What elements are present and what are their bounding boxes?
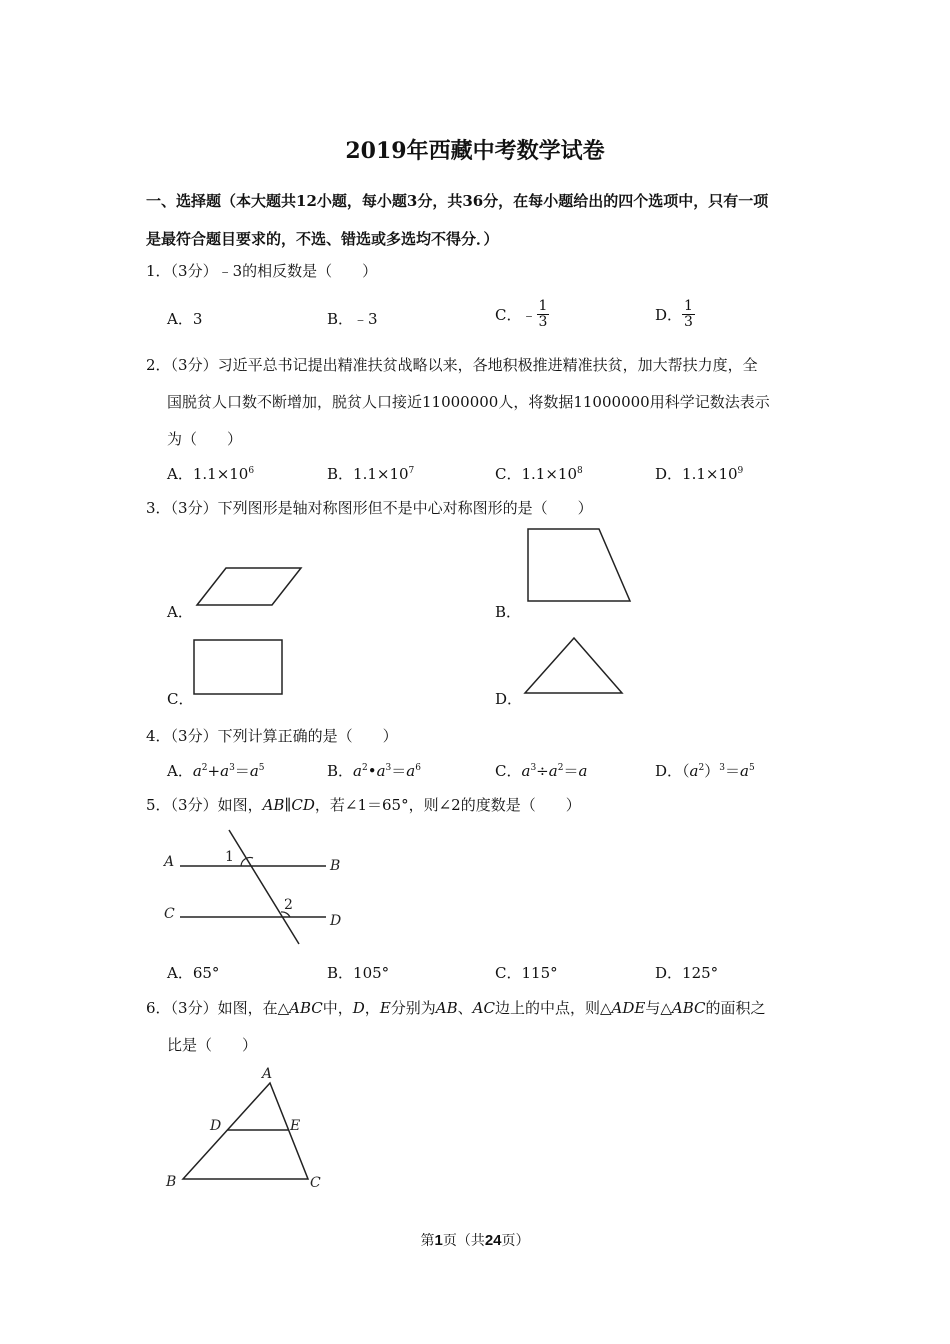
q2-stem-line1: 2．（3分）习近平总书记提出精准扶贫战略以来，各地积极推进精准扶贫，加大帮扶力度，全	[146, 356, 758, 374]
page-number: 1	[434, 1232, 443, 1249]
label-a: A	[164, 854, 175, 870]
q6-point-e: E	[379, 999, 391, 1017]
q4-stem: 4．（3分）下列计算正确的是（ ）	[146, 727, 398, 745]
q2-option-a-label: A．1.1×10	[167, 465, 249, 483]
fraction-denominator: 3	[684, 314, 693, 330]
q5-stem-suffix: ，若∠1＝65°，则∠2的度数是（ ）	[314, 796, 581, 814]
q3-option-c: C．	[167, 690, 194, 708]
q1-option-d-label: D．	[655, 306, 683, 324]
q5-option-c: C．115°	[495, 964, 558, 982]
label-e: E	[290, 1118, 301, 1134]
q4-option-d-label: D．	[655, 762, 683, 780]
q4-option-a: A．$a^2+a^3=a^5$	[167, 762, 265, 780]
q4-option-b-label: B．	[327, 762, 354, 780]
q4-option-b: B．$a^2•a^3=a^6$	[327, 762, 421, 780]
q2-option-b-label: B．1.1×10	[327, 465, 409, 483]
q4-option-d: D．$(a^2)^3=a^5$	[655, 762, 755, 780]
q6-stem-part: 边上的中点，则△	[494, 999, 612, 1017]
q6-stem-part: 的面积之	[705, 999, 766, 1017]
q3-option-a: A．	[167, 603, 193, 621]
q1-option-c-sign: ﹣	[521, 306, 537, 324]
q3-option-b: B．	[495, 603, 522, 621]
section-heading-line1: 一、选择题（本大题共12小题，每小题3分，共36分，在每小题给出的四个选项中，只有一项	[146, 192, 769, 210]
q1-option-b: B．﹣3	[327, 310, 378, 328]
q2-option-c-label: C．1.1×10	[495, 465, 577, 483]
q6-triangle-ade: ADE	[611, 999, 646, 1017]
q5-option-a: A．65°	[167, 964, 220, 982]
q4-option-a-label: A．	[167, 762, 193, 780]
q3-stem: 3．（3分）下列图形是轴对称图形但不是中心对称图形的是（ ）	[146, 499, 593, 517]
label-angle-1: 1	[225, 849, 234, 865]
label-d: D	[330, 913, 342, 929]
footer-prefix: 第	[420, 1233, 435, 1249]
label-b: B	[166, 1174, 177, 1190]
q5-option-b: B．105°	[327, 964, 390, 982]
label-a: A	[262, 1066, 273, 1082]
exponent: 9	[737, 466, 744, 476]
total-pages: 24	[484, 1232, 502, 1249]
q2-stem-line3: 为（ ）	[167, 430, 243, 448]
q1-option-c-label: C．	[495, 306, 522, 324]
q6-stem-part: 分别为	[390, 999, 436, 1017]
page-footer	[0, 1230, 950, 1250]
q6-side-ab: AB	[435, 999, 458, 1017]
exponent: 7	[408, 466, 415, 476]
fraction-denominator: 3	[538, 314, 548, 330]
exponent: 6	[248, 466, 255, 476]
q6-point-d: D	[352, 999, 365, 1017]
q6-stem-part: ，	[364, 999, 380, 1017]
q6-stem-part: 6．（3分）如图，在△	[146, 999, 290, 1017]
q6-stem-line2: 比是（ ）	[167, 1036, 258, 1054]
label-c: C	[310, 1175, 321, 1191]
footer-mid: 页（共	[442, 1233, 485, 1249]
q2-option-d-label: D．1.1×10	[655, 465, 738, 483]
label-angle-2: 2	[284, 897, 293, 913]
q6-stem-part: 、	[457, 999, 473, 1017]
q6-side-ac: AC	[472, 999, 495, 1017]
q1-option-a: A．3	[167, 310, 203, 328]
q4-option-c-label: C．	[495, 762, 522, 780]
q6-stem-part: 中，	[322, 999, 353, 1017]
label-c: C	[164, 906, 175, 922]
footer-suffix: 页）	[501, 1233, 530, 1249]
q3-option-d: D．	[495, 690, 523, 708]
q6-triangle-abc: ABC	[289, 999, 323, 1017]
fraction-numerator: 1	[684, 298, 693, 314]
page-title: 2019年西藏中考数学试卷	[345, 138, 605, 164]
fraction-numerator: 1	[538, 298, 548, 314]
q1-stem: 1．（3分）﹣3的相反数是（ ）	[146, 262, 378, 280]
q2-stem-line2: 国脱贫人口数不断增加，脱贫人口接近11000000人，将数据11000000用科学记数法表示	[167, 393, 770, 411]
q6-triangle-abc: ABC	[671, 999, 706, 1017]
section-heading-line2: 是最符合题目要求的，不选、错选或多选均不得分．）	[146, 230, 499, 248]
label-b: B	[330, 858, 341, 874]
q5-parallel-statement: AB∥CD	[262, 796, 315, 814]
label-d: D	[210, 1118, 222, 1134]
q5-option-d: D．125°	[655, 964, 719, 982]
exponent: 8	[577, 466, 583, 476]
q5-stem-prefix: 5．（3分）如图，	[146, 796, 263, 814]
q4-option-c: C．$a^3\div a^2=a$	[495, 762, 588, 780]
q6-stem-part: 与△	[645, 999, 672, 1017]
